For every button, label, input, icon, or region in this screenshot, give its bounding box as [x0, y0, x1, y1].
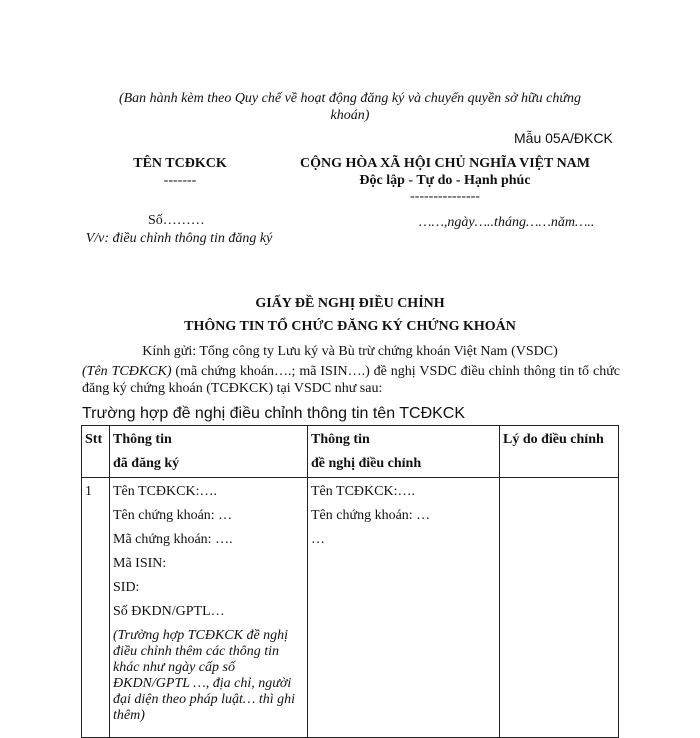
- place-and-date: ……,ngày…..tháng……năm…..: [419, 215, 595, 230]
- section-heading: Trường hợp đề nghị điều chỉnh thông tin tên TCĐKCK: [82, 405, 466, 422]
- row-registered-info: [110, 478, 308, 738]
- registered-line: Tên chứng khoán: …: [113, 508, 233, 523]
- table-header-row: [82, 426, 619, 478]
- table-row: [82, 478, 619, 738]
- header-proposed-line1: Thông tin: [311, 432, 370, 447]
- row-reason: [500, 478, 619, 738]
- header-registered-line1: Thông tin: [113, 432, 172, 447]
- registered-line: Tên TCĐKCK:….: [113, 484, 217, 499]
- header-registered-line2: đã đăng ký: [113, 456, 180, 471]
- header-reason: Lý do điều chỉnh: [500, 426, 619, 478]
- country-name: CỘNG HÒA XÃ HỘI CHỦ NGHĨA VIỆT NAM: [299, 156, 590, 171]
- issued-under-note: (Ban hành kèm theo Quy chế về hoạt động đăng ký và chuyển quyền sở hữu chứng khoán): [118, 91, 582, 123]
- header-registered-info: [110, 426, 308, 478]
- proposed-line: Tên TCĐKCK:….: [311, 484, 415, 499]
- right-header-rule: ---------------: [410, 189, 480, 204]
- registered-note: (Trường hợp TCĐKCK đề nghị điều chỉnh thêm các thông tin khác như ngày cấp số ĐKDN/GPTL …, địa chỉ, người đại diện theo pháp luật… thì ghi thêm): [113, 628, 295, 723]
- national-motto: Độc lập - Tự do - Hạnh phúc: [359, 173, 531, 188]
- header-stt: Stt: [82, 426, 110, 478]
- left-header-rule: -------: [163, 173, 197, 188]
- document-subject: V/v: điều chỉnh thông tin đăng ký: [85, 231, 273, 246]
- organization-placeholder: (Tên TCĐKCK): [82, 364, 172, 379]
- header-proposed-info: [308, 426, 500, 478]
- document-number: Số………: [148, 213, 205, 228]
- adjustment-table: [81, 425, 619, 738]
- registered-line: Mã chứng khoán: ….: [113, 532, 233, 547]
- registered-line: Mã ISIN:: [113, 556, 167, 571]
- registered-line: SID:: [113, 580, 140, 595]
- organization-name: TÊN TCĐKCK: [133, 156, 227, 171]
- intro-paragraph: [82, 363, 620, 397]
- proposed-line: Tên chứng khoán: …: [311, 508, 431, 523]
- form-title: GIẤY ĐỀ NGHỊ ĐIỀU CHỈNH: [255, 296, 445, 311]
- form-code: Mẫu 05A/ĐKCK: [514, 130, 613, 146]
- header-proposed-line2: đề nghị điều chỉnh: [311, 456, 422, 471]
- proposed-line: …: [311, 532, 325, 547]
- row-stt: 1: [82, 478, 110, 738]
- row-proposed-info: [308, 478, 500, 738]
- intro-text: (mã chứng khoán….; mã ISIN….) đề nghị VSDC điều chỉnh thông tin tổ chức đăng ký chứng khoán (TCĐKCK) tại VSDC như sau:: [82, 364, 620, 396]
- addressee: Kính gửi: Tổng công ty Lưu ký và Bù trừ chứng khoán Việt Nam (VSDC): [142, 344, 558, 359]
- registered-line: Số ĐKDN/GPTL…: [113, 604, 225, 619]
- form-subtitle: THÔNG TIN TỔ CHỨC ĐĂNG KÝ CHỨNG KHOÁN: [184, 319, 516, 334]
